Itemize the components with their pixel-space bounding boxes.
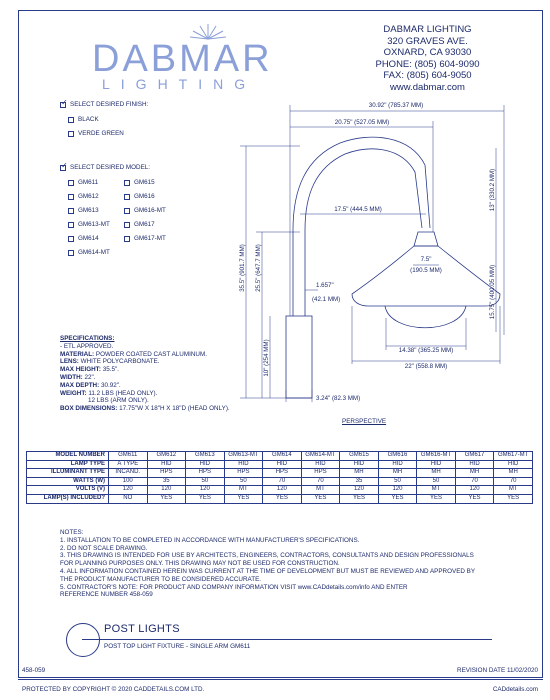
table-cell: A TYPE — [109, 460, 148, 469]
table-cell: YES — [340, 494, 379, 503]
table-row — [27, 452, 533, 461]
table-cell: YES — [224, 494, 263, 503]
table-cell: 35 — [340, 477, 379, 486]
table-cell: GM612 — [147, 452, 186, 461]
site-link[interactable]: CADdetails.com — [492, 686, 538, 693]
table-cell: MH — [417, 469, 456, 478]
model-option-label: GM613 — [78, 207, 99, 214]
table-cell: NO — [109, 494, 148, 503]
table-cell: GM611 — [109, 452, 148, 461]
reference-number: 458-059 — [22, 667, 46, 674]
table-cell: YES — [186, 494, 225, 503]
logo-wordmark: DABMAR — [92, 38, 273, 80]
table-cell: 120 — [186, 486, 225, 495]
finish-option-label: BLACK — [78, 116, 99, 123]
company-web[interactable]: www.dabmar.com — [390, 81, 465, 93]
table-cell: HPS — [301, 469, 340, 478]
spec-line: MAX DEPTH: 30.92". — [60, 381, 121, 389]
note-line: REFERENCE NUMBER 458-059 — [60, 591, 153, 599]
table-cell: HID — [301, 460, 340, 469]
table-cell: HID — [417, 460, 456, 469]
dim-arm-reach: 17.5" (444.5 MM) — [334, 206, 382, 213]
table-cell: YES — [417, 494, 456, 503]
table-cell: GM616 — [378, 452, 417, 461]
table-cell: MH — [340, 469, 379, 478]
table-cell: HPS — [224, 469, 263, 478]
table-cell: YES — [301, 494, 340, 503]
model-option-label: GM614-MT — [78, 249, 110, 256]
table-cell: 50 — [378, 477, 417, 486]
spec-title: SPECIFICATIONS: — [60, 335, 115, 342]
title-rule — [82, 639, 492, 640]
table-cell: YES — [263, 494, 302, 503]
model-option-label: GM617-MT — [134, 235, 166, 242]
table-cell: HID — [455, 460, 494, 469]
company-phone: PHONE: (805) 604-9090 — [375, 58, 480, 70]
spec-line: WEIGHT: 11.2 LBS (HEAD ONLY). — [60, 389, 158, 397]
pole-base — [286, 316, 312, 398]
dim-total-height: 35.5" (901.7 MM) — [239, 244, 246, 292]
table-cell: MT — [301, 486, 340, 495]
table-row — [27, 460, 533, 469]
table-cell: MH — [494, 469, 533, 478]
table-cell: HID — [147, 460, 186, 469]
finish-option-label: VERDE GREEN — [78, 130, 124, 137]
table-cell: MT — [494, 486, 533, 495]
specifications — [60, 335, 230, 413]
dim-overall-width: 30.92" (785.37 MM) — [368, 102, 424, 109]
row-header: VOLTS (V) — [27, 486, 109, 495]
table-row — [27, 469, 533, 478]
table-cell: HID — [340, 460, 379, 469]
revision-date: REVISION DATE 11/02/2020 — [457, 667, 538, 674]
title-block — [60, 617, 492, 661]
table-cell: HPS — [263, 469, 302, 478]
table-cell: YES — [147, 494, 186, 503]
table-cell: MH — [378, 469, 417, 478]
note-line: THE PRODUCT MANUFACTURER TO BE CONSIDERED ACCURATE. — [60, 575, 262, 583]
finish-heading-label: SELECT DESIRED FINISH: — [70, 101, 149, 108]
table-cell: 120 — [147, 486, 186, 495]
table-cell: GM613-MT — [224, 452, 263, 461]
table-cell: 70 — [301, 477, 340, 486]
note-line: 5. CONTRACTOR'S NOTE: FOR PRODUCT AND COMPANY INFORMATION VISIT www.CADdetails.com/info AND ENTER — [60, 583, 408, 591]
table-cell: INCAND. — [109, 469, 148, 478]
model-option-label: GM612 — [78, 193, 99, 200]
table-cell: GM615 — [340, 452, 379, 461]
table-cell: MT — [224, 486, 263, 495]
table-cell: HID — [224, 460, 263, 469]
table-row — [27, 477, 533, 486]
model-heading-label: SELECT DESIRED MODEL: — [70, 164, 151, 171]
row-header: LAMP TYPE — [27, 460, 109, 469]
note-line: 2. DO NOT SCALE DRAWING. — [60, 544, 148, 552]
company-fax: FAX: (805) 604-9050 — [383, 70, 472, 81]
copyright: PROTECTED BY COPYRIGHT © 2020 CADDETAILS.COM LTD. — [22, 686, 205, 693]
dim-right-top: 13" (330.2 MM) — [489, 168, 496, 212]
table-cell: HPS — [186, 469, 225, 478]
dim-base-height: 10" (254 MM) — [263, 339, 270, 377]
company-address1: 320 GRAVES AVE. — [387, 35, 468, 47]
table-cell: GM613 — [186, 452, 225, 461]
table-cell: GM617-MT — [494, 452, 533, 461]
table-cell: GM614-MT — [301, 452, 340, 461]
spec-line: 12 LBS (ARM ONLY). — [88, 397, 149, 405]
dim-pole-dia-mm: (42.1 MM) — [312, 296, 341, 303]
table-cell: HPS — [147, 469, 186, 478]
table-cell: GM616-MT — [417, 452, 456, 461]
spec-line: MATERIAL: POWDER COATED CAST ALUMINUM. — [60, 350, 207, 358]
dim-base-width: 3.24" (82.3 MM) — [316, 395, 361, 402]
table-cell: MT — [417, 486, 456, 495]
table-cell: MH — [455, 469, 494, 478]
dim-lens-width: 14.38" (365.25 MM) — [398, 347, 454, 354]
table-cell: 120 — [378, 486, 417, 495]
company-address2: OXNARD, CA 93030 — [383, 47, 472, 58]
dim-right-bottom: 15.75" (400.05 MM) — [489, 264, 496, 320]
note-line: 3. THIS DRAWING IS INTENDED FOR USE BY ARCHITECTS, ENGINEERS, CONTRACTORS, CONSULTANTS AND DESIGN PROFESSIONALS — [60, 552, 474, 560]
spec-line: MAX HEIGHT: 35.5". — [60, 366, 119, 374]
spec-line: LENS: WHITE POLYCARBONATE. — [60, 358, 160, 366]
dim-arm-height: 25.5" (647.7 MM) — [255, 244, 262, 292]
notes-heading: NOTES: — [60, 529, 84, 536]
table-cell: HID — [186, 460, 225, 469]
model-option-label: GM613-MT — [78, 221, 110, 228]
model-table — [26, 451, 533, 504]
table-cell: 50 — [186, 477, 225, 486]
table-row — [27, 494, 533, 503]
table-cell: YES — [494, 494, 533, 503]
dim-pole-dia: 1.657" — [316, 282, 334, 289]
table-cell: 70 — [494, 477, 533, 486]
model-option-label: GM614 — [78, 235, 99, 242]
dim-shade-width: 22" (558.8 MM) — [404, 363, 448, 370]
table-cell: 35 — [147, 477, 186, 486]
shade — [352, 246, 500, 306]
note-line: FOR PLANNING PURPOSES ONLY. THIS DRAWING MAY NOT BE USED FOR CONSTRUCTION. — [60, 560, 340, 568]
drawing-subtitle: POST TOP LIGHT FIXTURE - SINGLE ARM GM611 — [104, 643, 251, 650]
row-header: MODEL NUMBER — [27, 452, 109, 461]
note-line: 1. INSTALLATION TO BE COMPLETED IN ACCORDANCE WITH MANUFACTURER'S SPECIFICATIONS. — [60, 536, 360, 544]
table-row — [27, 486, 533, 495]
title-circle-icon — [66, 623, 100, 657]
model-option-label: GM616-MT — [134, 207, 166, 214]
row-header: ILLUMINANT TYPE — [27, 469, 109, 478]
dim-cap-width: 7.5" — [420, 256, 432, 263]
spec-line: WIDTH: 22". — [60, 373, 96, 381]
table-cell: YES — [455, 494, 494, 503]
footer-divider — [18, 679, 543, 680]
table-cell: 120 — [340, 486, 379, 495]
note-line: 4. ALL INFORMATION CONTAINED HEREIN WAS CURRENT AT THE TIME OF DEVELOPMENT BUT MUST BE REVIEWED AND APPROVED BY — [60, 567, 476, 575]
model-option-label: GM617 — [134, 221, 155, 228]
table-cell: 70 — [263, 477, 302, 486]
table-cell: 100 — [109, 477, 148, 486]
table-cell: 120 — [109, 486, 148, 495]
table-cell: HID — [378, 460, 417, 469]
table-cell: GM617 — [455, 452, 494, 461]
table-cell: YES — [378, 494, 417, 503]
row-header: LAMP(S) INCLUDED? — [27, 494, 109, 503]
lens — [385, 306, 466, 328]
model-option-label: GM615 — [134, 179, 155, 186]
notes — [60, 529, 500, 599]
table-cell: HID — [494, 460, 533, 469]
dim-arm-width: 20.75" (527.05 MM) — [334, 119, 390, 126]
spec-line: - ETL APPROVED. — [60, 342, 114, 350]
perspective-link[interactable]: PERSPECTIVE — [342, 418, 387, 425]
row-header: WATTS (W) — [27, 477, 109, 486]
cap — [414, 232, 438, 246]
table-cell: 120 — [263, 486, 302, 495]
table-cell: 50 — [417, 477, 456, 486]
table-cell: 70 — [455, 477, 494, 486]
company-name: DABMAR LIGHTING — [383, 24, 472, 35]
model-option-label: GM611 — [78, 179, 99, 186]
drawing-title: POST LIGHTS — [104, 623, 180, 635]
spec-line: BOX DIMENSIONS: 17.75"W X 18"H X 18"D (HEAD ONLY). — [60, 405, 230, 413]
table-cell: 50 — [224, 477, 263, 486]
table-cell: HID — [263, 460, 302, 469]
model-option-label: GM616 — [134, 193, 155, 200]
dim-cap-width-mm: (190.5 MM) — [410, 267, 442, 274]
table-cell: 120 — [455, 486, 494, 495]
table-cell: GM614 — [263, 452, 302, 461]
logo-tagline: LIGHTING — [102, 76, 257, 92]
